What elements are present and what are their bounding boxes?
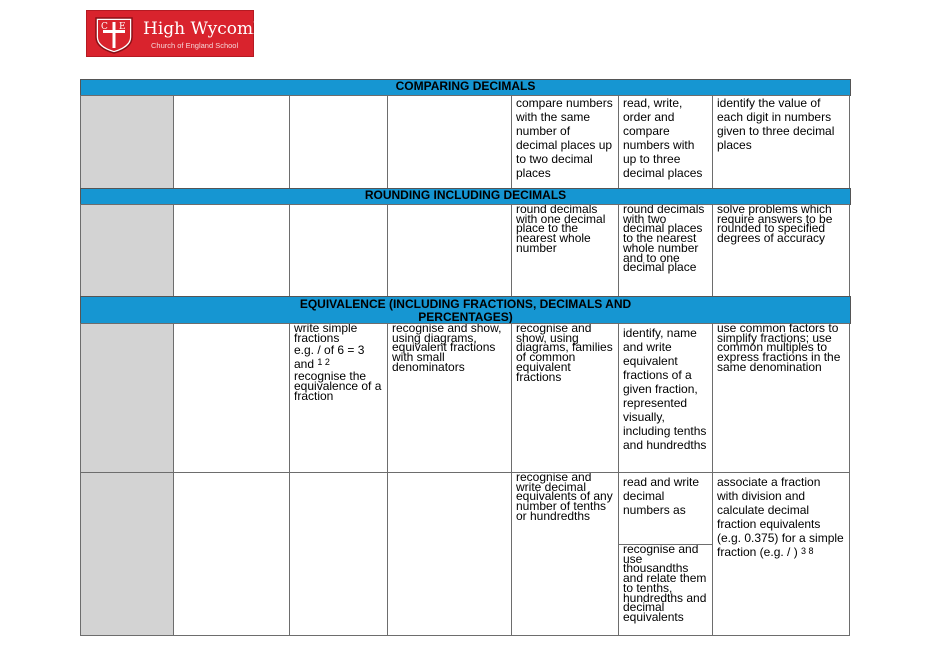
cell-objective-split bbox=[618, 472, 713, 636]
section-header-rounding bbox=[80, 188, 851, 205]
cell-grey bbox=[80, 95, 174, 189]
section-header-comparing bbox=[80, 79, 851, 96]
school-subtitle: Church of England School bbox=[151, 41, 239, 50]
cell-empty bbox=[387, 472, 512, 636]
cell-empty bbox=[173, 472, 290, 636]
cell-objective: compare numbers with the same number of decimal places up to two decimal places bbox=[511, 95, 619, 189]
cell-objective: read, write, order and compare numbers with up to three decimal places bbox=[618, 95, 713, 189]
objective-text: associate a fraction with division and calculate decimal fraction equivalents (e.g. 0.375) for a simple fraction (e.g. / ) bbox=[717, 475, 844, 559]
cell-objective: use common factors to simplify fractions; use common multiples to express fractions in the same denomination bbox=[712, 323, 850, 473]
cell-empty bbox=[173, 204, 290, 297]
crest-icon bbox=[93, 15, 135, 54]
logo-initial-c: C bbox=[101, 22, 108, 32]
section-title: ROUNDING INCLUDING DECIMALS bbox=[364, 188, 567, 202]
table-row-equivalence-2 bbox=[80, 472, 851, 636]
objective-text: recognise and use thousandths and relate them to tenths, hundredths and decimal equivalents bbox=[623, 545, 707, 624]
fraction-label: 3 8 bbox=[801, 546, 814, 556]
table-row-equivalence-1 bbox=[80, 323, 851, 473]
fraction-label: 1 2 bbox=[317, 357, 330, 368]
cell-objective: identify the value of each digit in numbers given to three decimal places bbox=[712, 95, 850, 189]
cell-objective: round decimals with one decimal place to the nearest whole number bbox=[511, 204, 619, 297]
cell-grey bbox=[80, 204, 174, 297]
cell-objective: recognise and write decimal equivalents of any number of tenths or hundredths bbox=[511, 472, 619, 636]
section-title-line2: PERCENTAGES) bbox=[418, 310, 513, 324]
cell-objective: identify, name and write equivalent fractions of a given fraction, represented visually, including tenths and hundredths bbox=[618, 323, 713, 473]
table-row-rounding bbox=[80, 204, 851, 297]
cell-empty bbox=[173, 323, 290, 473]
logo-initial-e: E bbox=[119, 22, 126, 32]
objective-example: e.g. / of 6 = 3 and $^{1 2}$ bbox=[294, 343, 365, 372]
cell-grey bbox=[80, 323, 174, 473]
objective-text: write simple fractions bbox=[294, 323, 358, 345]
section-title: COMPARING DECIMALS bbox=[395, 79, 536, 93]
cell-grey bbox=[80, 472, 174, 636]
cell-objective: recognise and show, using diagrams, equivalent fractions with small denominators bbox=[387, 323, 512, 473]
cell-objective: round decimals with two decimal places to the nearest whole number and to one decimal place bbox=[618, 204, 713, 297]
cell-empty bbox=[289, 95, 388, 189]
table-row-comparing bbox=[80, 95, 851, 189]
cell-empty bbox=[387, 95, 512, 189]
cell-empty bbox=[289, 472, 388, 636]
cell-empty bbox=[289, 204, 388, 297]
cell-objective bbox=[289, 323, 388, 473]
objective-text: read and write decimal numbers as bbox=[619, 473, 712, 545]
section-title-line1: EQUIVALENCE (INCLUDING FRACTIONS, DECIMALS AND bbox=[299, 297, 632, 311]
curriculum-table bbox=[80, 79, 851, 637]
cell-objective: recognise and show, using diagrams, families of common equivalent fractions bbox=[511, 323, 619, 473]
cell-empty bbox=[173, 95, 290, 189]
school-logo bbox=[86, 10, 275, 57]
cell-objective bbox=[712, 472, 850, 636]
cell-objective: solve problems which require answers to be rounded to specified degrees of accuracy bbox=[712, 204, 850, 297]
cell-empty bbox=[387, 204, 512, 297]
section-header-equivalence bbox=[80, 296, 851, 324]
objective-text: recognise the equivalence of a fraction bbox=[294, 369, 382, 403]
school-name: High Wycombe bbox=[143, 19, 275, 39]
